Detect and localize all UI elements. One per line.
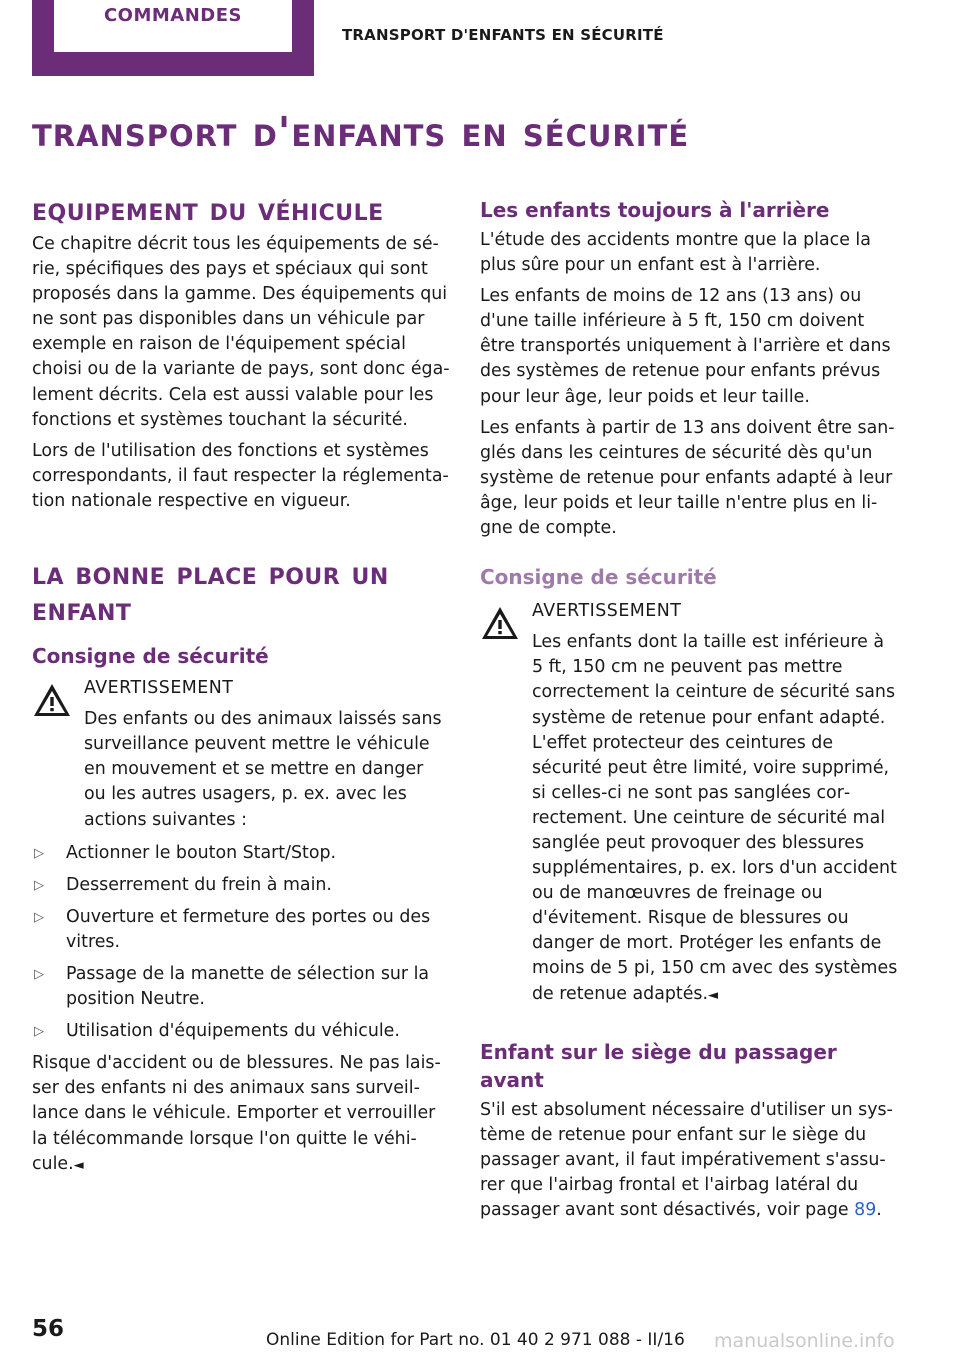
subheading-safety: Consigne de sécurité	[32, 644, 269, 669]
subheading-front-seat: Enfant sur le siège du passager avant	[480, 1039, 837, 1092]
list-item: ▷ Actionner le bouton Start/Stop.	[32, 841, 450, 866]
section-heading-equipment: equipement du véhicule	[32, 192, 384, 228]
warning-icon	[480, 605, 520, 641]
warning-text-start	[84, 707, 450, 832]
paragraph: S'il est absolument nécessaire d'utiliser un système de retenue pour enfant sur le siège du passager avant, il faut impérativement s'assurer que l'airbag frontal et l'airbag latéral du passager avant sont désactivés, voir page 89.	[480, 1099, 893, 1220]
paragraph: Les enfants à partir de 13 ans doivent être sanglés dans les ceintures de sécurité dès qu'un système de retenue pour enfants adapté à leur âge, leur poids et leur taille n'entre plus en ligne de compte.	[480, 417, 895, 539]
action-list	[32, 841, 450, 1045]
page-number: 56	[32, 1316, 65, 1342]
warning-block	[480, 599, 898, 1008]
warning-block	[32, 676, 450, 833]
subheading-safety: Consigne de sécurité	[480, 565, 717, 590]
triangle-bullet-icon: ▷	[34, 909, 44, 925]
edition-footer: Online Edition for Part no. 01 40 2 971 088 - II/16	[266, 1330, 685, 1350]
warning-title: AVERTISSEMENT	[532, 601, 682, 622]
end-mark-icon: ◄	[708, 987, 719, 1003]
list-item: ▷ Utilisation d'équipements du véhicule.	[32, 1019, 450, 1044]
list-item: ▷ Desserrement du frein à main.	[32, 873, 450, 898]
warning-text: Les enfants dont la taille est inférieure à 5 ft, 150 cm ne peuvent pas mettre correctement la ceinture de sécurité sans système de retenue pour enfant adapté. L'effet protecteur des ceintures de sécurité peut être limité, voire supprimé, si celles-ci ne sont pas sanglées correctement. Une ceinture de sécurité mal sanglée peut provoquer des blessures supplémentaires, p. ex. lors d'un accident ou de manœuvres de freinage ou d'évitement. Risque de blessures ou danger de mort. Protéger les enfants de moins de 5 pi, 150 cm avec des systèmes de retenue adaptés.	[532, 632, 898, 1004]
page-link[interactable]: 89	[854, 1200, 877, 1220]
warning-title: AVERTISSEMENT	[84, 678, 234, 699]
end-mark-icon: ◄	[73, 1157, 84, 1173]
triangle-bullet-icon: ▷	[34, 845, 44, 861]
warning-icon	[32, 682, 72, 718]
subheading-rear: Les enfants toujours à l'arrière	[480, 198, 830, 222]
triangle-bullet-icon: ▷	[34, 966, 44, 982]
watermark: manualsonline.info	[714, 1330, 895, 1352]
paragraph: Les enfants de moins de 12 ans (13 ans) ou d'une taille inférieure à 5 ft, 150 cm doivent être transportés uniquement à l'arrière et dans des systèmes de retenue pour enfants prévus pour leur âge, leur poids et leur taille.	[480, 286, 891, 407]
right-column	[480, 196, 898, 1223]
list-item: ▷ Ouverture et fermeture des portes ou des vitres.	[34, 906, 431, 952]
section-heading-seat-place: la bonne place pour un enfant	[32, 556, 389, 629]
warning-text: Des enfants ou des animaux laissés sans surveillance peuvent mettre le véhicule en mouvement et se mettre en danger ou les autres usagers, p. ex. avec les actions suivantes :	[84, 709, 442, 830]
triangle-bullet-icon: ▷	[34, 1024, 44, 1040]
warning-text-start	[532, 630, 898, 1007]
paragraph: Lors de l'utilisation des fonctions et systèmes correspondants, il faut respecter la réglementation nationale respective en vigueur.	[32, 440, 449, 511]
left-column	[32, 192, 450, 1178]
closing-paragraph: Risque d'accident ou de blessures. Ne pas laisser des enfants ni des animaux sans surveillance dans le véhicule. Emporter et verrouiller la télécommande lorsque l'on quitte le véhicule.◄	[32, 1053, 441, 1174]
list-item: ▷ Passage de la manette de sélection sur la position Neutre.	[34, 963, 430, 1010]
chapter-header: TRANSPORT D'ENFANTS EN SÉCURITÉ	[342, 26, 664, 44]
paragraph: L'étude des accidents montre que la place la plus sûre pour un enfant est à l'arrière.	[480, 230, 871, 276]
section-tab-label: COMMANDES	[54, 0, 292, 52]
page-title: transport d'enfants en sécurité	[32, 108, 690, 156]
section-tab	[32, 0, 314, 76]
triangle-bullet-icon: ▷	[34, 877, 44, 893]
paragraph: Ce chapitre décrit tous les équipements de série, spécifiques des pays et spéciaux qui sont proposés dans la gamme. Des équipements qui ne sont pas disponibles dans un véhicule par exemple en raison de l'équipement spécial choisi ou de la variante de pays, sont donc également décrits. Cela est aussi valable pour les fonctions et systèmes touchant la sécurité.	[32, 234, 450, 430]
